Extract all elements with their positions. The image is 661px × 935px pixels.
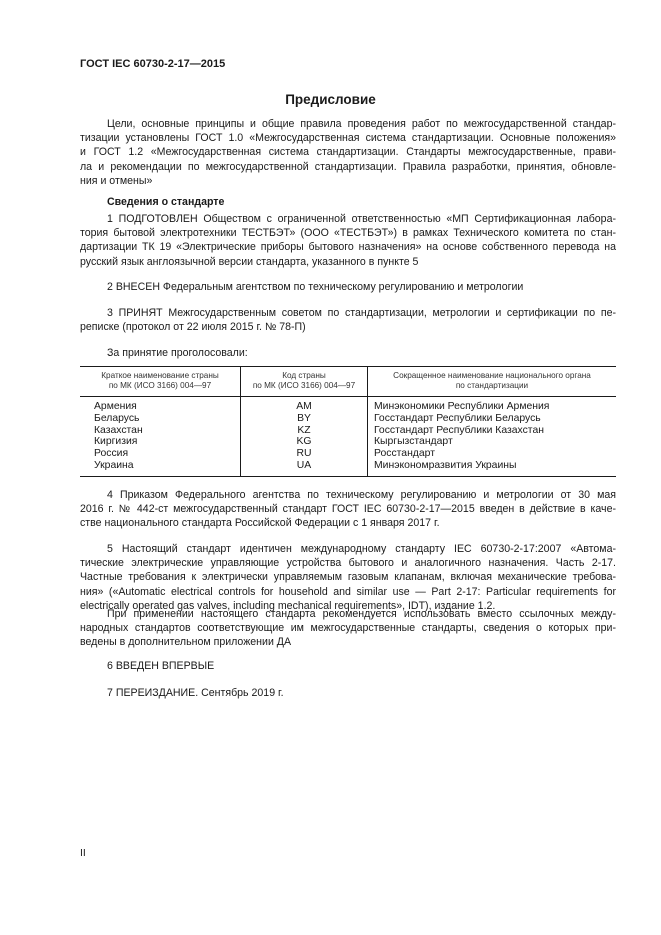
body-cell: Минэкономразвития Украины [368,460,617,476]
text-line: Цели, основные принципы и общие правила проведения работ по межгосударственной стандар- [107,118,616,130]
item-4-paragraph [80,488,616,531]
text-line: тизации установлены ГОСТ 1.0 «Межгосударственная система стандартизации. Основные положения» [80,132,616,145]
body-cell: Госстандарт Республики Беларусь [368,413,617,425]
code-cell: AM [241,397,368,413]
vote-table [80,366,616,477]
item-5-paragraph [80,542,616,613]
text-line: 4 Приказом Федерального агентства по техническому регулированию и метрологии от 30 мая [107,489,616,501]
text-line: ния и отмены» [80,174,153,187]
intro-paragraph [80,117,616,188]
table-row [80,413,616,425]
table-row [80,397,616,413]
page-number: II [80,847,86,859]
section-heading: Сведения о стандарте [107,196,225,208]
item-3-paragraph [80,306,616,334]
item-6-paragraph: 6 ВВЕДЕН ВПЕРВЫЕ [107,660,215,672]
country-cell: Киргизия [94,436,138,448]
country-cell: Армения [94,401,137,412]
item-5-note-paragraph [80,607,616,650]
code-cell: KZ [241,425,368,437]
text-line: тические электрические управляющие устройства бытового и аналогичного назначения. Часть 2-17. [80,557,616,570]
text-line: 3 ПРИНЯТ Межгосударственным советом по стандартизации, метрологии и сертификации по пе- [107,307,616,319]
table-row [80,425,616,437]
header-line: по МК (ИСО 3166) 004—97 [108,381,212,390]
country-cell: Беларусь [94,412,140,424]
body-cell: Кыргызстандарт [368,436,617,448]
body-cell: Минэкономики Республики Армения [368,397,617,413]
code-cell: UA [241,460,368,476]
header-line: Код страны [282,371,326,380]
header-line: Краткое наименование страны [101,371,219,380]
item-7-paragraph: 7 ПЕРЕИЗДАНИЕ. Сентябрь 2019 г. [107,687,284,699]
text-line: реписке (протокол от 22 июля 2015 г. № 78-П) [80,321,306,334]
text-line: 1 ПОДГОТОВЛЕН Обществом с ограниченной ответственностью «МП Сертификационная лабора- [107,213,616,225]
table-row [80,436,616,448]
header-line: по стандартизации [455,381,529,390]
text-line: тория бытовой электротехники ТЕСТБЭТ» (ООО «ТЕСТБЭТ») в рамках Технического комитета по стан- [80,227,616,240]
header-line: Сокращенное наименование национального органа [393,371,591,380]
body-cell: Госстандарт Республики Казахстан [368,425,617,437]
country-cell: Казахстан [94,424,143,436]
document-code-header: ГОСТ IEC 60730-2-17—2015 [80,58,226,70]
column-header-country [80,367,241,397]
table-row [80,448,616,460]
text-line: стве национального стандарта Российской Федерации с 1 января 2017 г. [80,517,440,530]
text-line: При применении настоящего стандарта рекомендуется использовать вместо ссылочных между- [107,608,616,620]
text-line: Частные требования к электрически управляемым газовым клапанам, включая механические требова- [80,571,616,584]
text-line: народных стандартов соответствующие им межгосударственные стандарты, сведения о которых при- [80,622,616,635]
table-header-row [80,367,616,397]
text-line: 5 Настоящий стандарт идентичен международному стандарту IEC 60730-2-17:2007 «Автома- [107,543,616,555]
column-header-code [241,367,368,397]
text-line: ла и рекомендации по межгосударственной стандартизации. Правила разработки, принятия, обновле- [80,160,616,173]
table-row [80,460,616,476]
body-cell: Росстандарт [368,448,617,460]
header-line: по МК (ИСО 3166) 004—97 [252,381,356,390]
text-line: русский язык англоязычной версии стандарта, указанного в пункте 5 [80,255,419,268]
text-line: дартизации ТК 19 «Электрические приборы бытового назначения» на основе собственного перевода на [80,241,616,254]
code-cell: BY [241,413,368,425]
text-line: electrically operated gas valves, including mechanical requirements», IDT), издание 1.2. [80,599,496,612]
text-line: 2016 г. № 442-ст межгосударственный стандарт ГОСТ IEC 60730-2-17—2015 введен в действие в каче- [80,503,616,516]
country-cell: Украина [80,460,241,476]
country-cell: Россия [94,448,129,460]
item-2-paragraph: 2 ВНЕСЕН Федеральным агентством по техническому регулированию и метрологии [107,281,524,293]
text-line: и ГОСТ 1.2 «Межгосударственная система стандартизации. Стандарты межгосударственные, прави- [80,146,616,159]
text-line: ведены в дополнительном приложении ДА [80,636,292,649]
page-title: Предисловие [285,92,376,107]
code-cell: KG [241,436,368,448]
code-cell: RU [241,448,368,460]
vote-intro: За принятие проголосовали: [107,347,248,359]
column-header-body [368,367,617,397]
item-1-paragraph [80,212,616,269]
text-line: ния» («Automatic electrical controls for household and similar use — Part 2-17: Particular requirements for [80,585,616,598]
